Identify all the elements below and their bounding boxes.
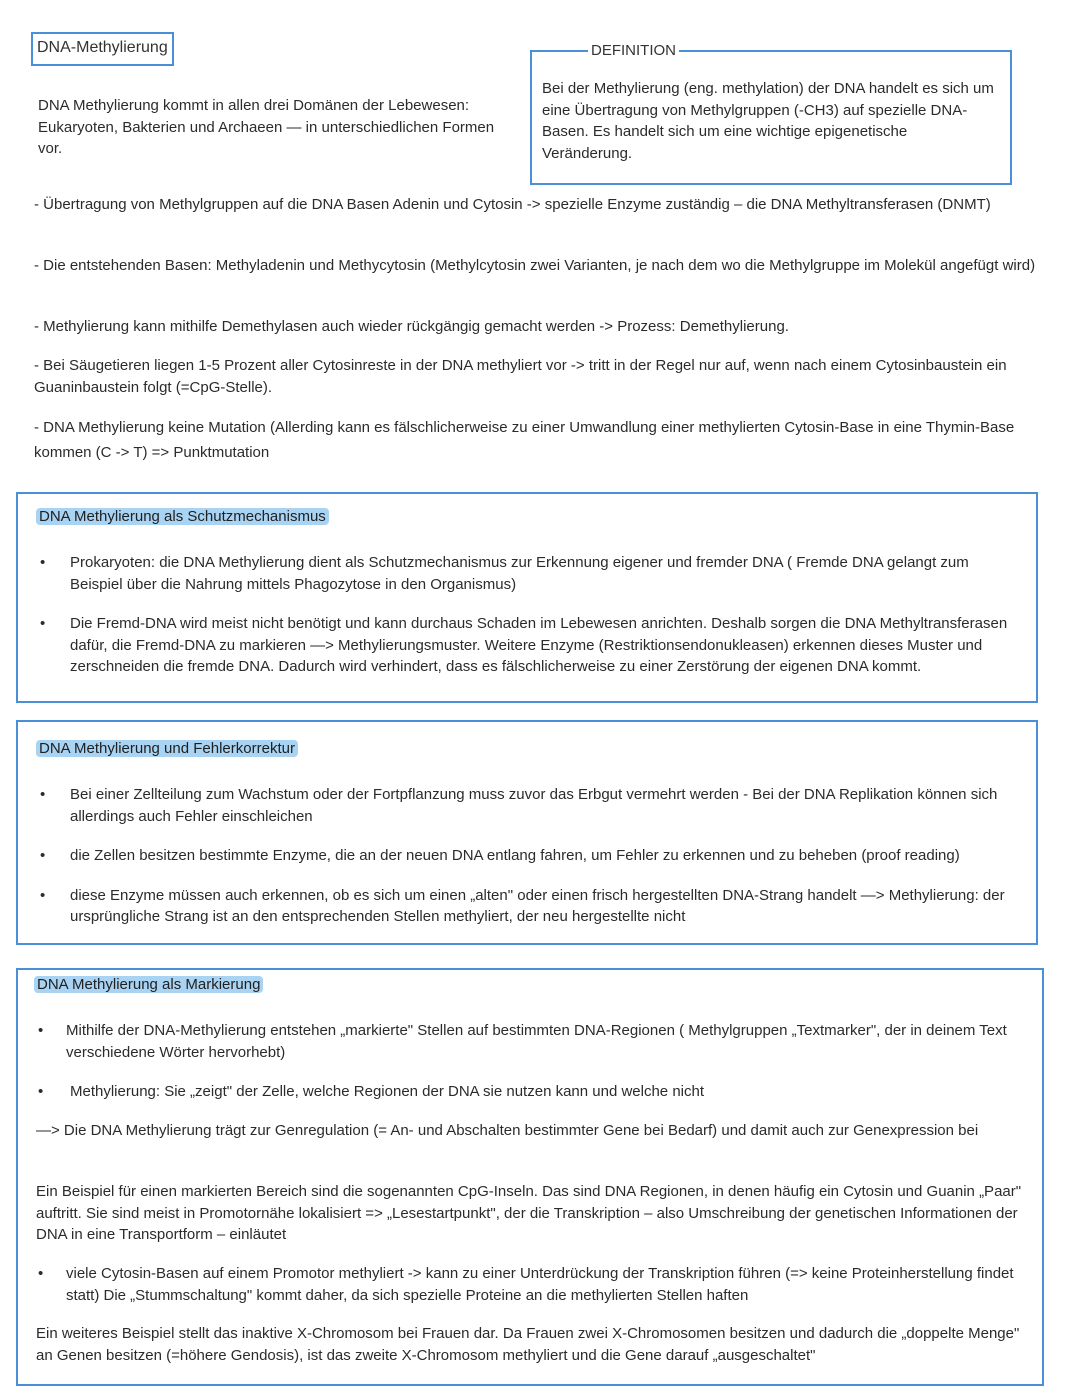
point-mutation: - DNA Methylierung keine Mutation (Allerding kann es fälschlicherweise zu einer Umwandlung einer methylierten Cytosin-Base in eine Thymin-Base kommen (C -> T) => Punktmutation: [34, 419, 1015, 461]
cpg-islands-text: Ein Beispiel für einen markierten Bereich sind die sogenannten CpG-Inseln. Das sind DNA Regionen, in denen häufig ein Cytosin und Guanin „Paar" auftritt. Sie sind meist in Promotornähe lokalisiert => „Lesestartpunkt", der die Transkription – also Umschreibung der genetischen Informationen der DNA in eine Transportform – einläutet: [36, 1183, 1022, 1243]
section-marking-list-1: [38, 1020, 1036, 1103]
list-item-text: viele Cytosin-Basen auf einem Promotor methyliert -> kann zu einer Unterdrückung der Transkription führen (=> keine Proteinherstellung findet statt) Die „Stummschaltung" kommt daher, da sich spezielle Proteine an die methylierten Stellen haften: [66, 1265, 1014, 1304]
list-item-text: Bei einer Zellteilung zum Wachstum oder der Fortpflanzung muss zuvor das Erbgut vermehrt werden - Bei der DNA Replikation können sich allerdings auch Fehler einschleichen: [70, 786, 998, 825]
list-item-text: Methylierung: Sie „zeigt" der Zelle, welche Regionen der DNA sie nutzen kann und welche nicht: [70, 1083, 705, 1100]
section-error-correction-title: DNA Methylierung und Fehlerkorrektur: [36, 740, 298, 757]
bullet-icon: •: [38, 1022, 44, 1039]
section-protection-list: [40, 552, 1020, 678]
list-item-text: Mithilfe der DNA-Methylierung entstehen „markierte" Stellen auf bestimmten DNA-Regionen ( Methylgruppen „Textmarker", der in deinem Text verschiedene Wörter hervorhebt): [66, 1022, 1007, 1061]
definition-label: DEFINITION: [588, 42, 679, 60]
bullet-icon: •: [38, 1083, 44, 1100]
definition-text: Bei der Methylierung (eng. methylation) der DNA handelt es sich um eine Übertragung von Methylgruppen (-CH3) auf spezielle DNA-Basen. Es handelt sich um eine wichtige epigenetische Veränderung.: [542, 80, 994, 162]
bullet-icon: •: [38, 1265, 44, 1282]
point-mammals: - Bei Säugetieren liegen 1-5 Prozent aller Cytosinreste in der DNA methyliert vor -> tritt in der Regel nur auf, wenn nach einem Cytosinbaustein ein Guaninbaustein folgt (=CpG-Stelle).: [34, 357, 1007, 396]
bullet-icon: •: [40, 886, 46, 904]
section-protection: [16, 492, 1038, 703]
point-transfer: - Übertragung von Methylgruppen auf die DNA Basen Adenin und Cytosin -> spezielle Enzyme zuständig – die DNA Methyltransferasen (DNMT): [34, 196, 991, 213]
list-item: [38, 1020, 1036, 1063]
section-marking-list-2: [38, 1263, 1028, 1306]
point-demethylation: - Methylierung kann mithilfe Demethylasen auch wieder rückgängig gemacht werden -> Prozess: Demethylierung.: [34, 318, 789, 335]
list-item: [40, 885, 1025, 928]
list-item-text: Prokaryoten: die DNA Methylierung dient als Schutzmechanismus zur Erkennung eigener und fremder DNA ( Fremde DNA gelangt zum Beispiel über die Nahrung mittels Phagozytose in den Organismus): [70, 554, 969, 593]
bullet-icon: •: [40, 615, 46, 632]
bullet-icon: •: [40, 786, 46, 803]
page-title: DNA-Methylierung: [31, 32, 174, 66]
definition-box: [530, 42, 1012, 185]
section-error-correction: [16, 720, 1038, 945]
x-chromosome-text: Ein weiteres Beispiel stellt das inaktive X-Chromosom bei Frauen dar. Da Frauen zwei X-Chromosomen besitzen und dadurch die „doppelte Menge" an Genen besitzen (=höhere Gendosis), ist das zweite X-Chromosom methyliert und die Gene darauf „ausgeschaltet": [36, 1325, 1020, 1364]
list-item-text: die Zellen besitzen bestimmte Enzyme, die an der neuen DNA entlang fahren, um Fehler zu erkennen und zu beheben (proof reading): [70, 847, 960, 864]
list-item-text: diese Enzyme müssen auch erkennen, ob es sich um einen „alten" oder einen frisch hergestellten DNA-Strang handelt —> Methylierung: der ursprüngliche Strang ist an den entsprechenden Stellen methyliert, der neu hergestellte nicht: [70, 886, 1005, 925]
list-item: [38, 1263, 1028, 1306]
section-protection-title: DNA Methylierung als Schutzmechanismus: [36, 508, 329, 525]
list-item-text: Die Fremd-DNA wird meist nicht benötigt und kann durchaus Schaden im Lebewesen anrichten. Deshalb sorgen die DNA Methyltransferasen dafür, die Fremd-DNA zu markieren —> Methylierungsmuster. Weitere Enzyme (Restriktionsendonukleasen) erkennen dieses Muster und zerschneiden die fremde DNA. Dadurch wird verhindert, dass es fälschlicherweise zu einer Zerstörung der eigenen DNA kommt.: [70, 615, 1008, 675]
list-item: [40, 613, 1020, 678]
list-item: [40, 552, 1020, 595]
section-error-correction-list: [40, 784, 1025, 928]
intro-text: DNA Methylierung kommt in allen drei Domänen der Lebewesen: Eukaryoten, Bakterien und Archaeen — in unterschiedlichen Formen vor.: [38, 97, 495, 157]
section-marking: [16, 968, 1044, 1386]
list-item: [40, 845, 1025, 867]
point-bases: - Die entstehenden Basen: Methyladenin und Methycytosin (Methylcytosin zwei Varianten, je nach dem wo die Methylgruppe im Molekül angefügt wird): [34, 257, 1036, 274]
bullet-icon: •: [40, 847, 46, 864]
list-item: [40, 784, 1025, 827]
bullet-icon: •: [40, 554, 46, 571]
section-marking-title: DNA Methylierung als Markierung: [34, 976, 263, 993]
list-item: [38, 1081, 1036, 1103]
genregulation-text: —> Die DNA Methylierung trägt zur Genregulation (= An- und Abschalten bestimmter Gene bei Bedarf) und damit auch zur Genexpression bei: [36, 1122, 979, 1139]
